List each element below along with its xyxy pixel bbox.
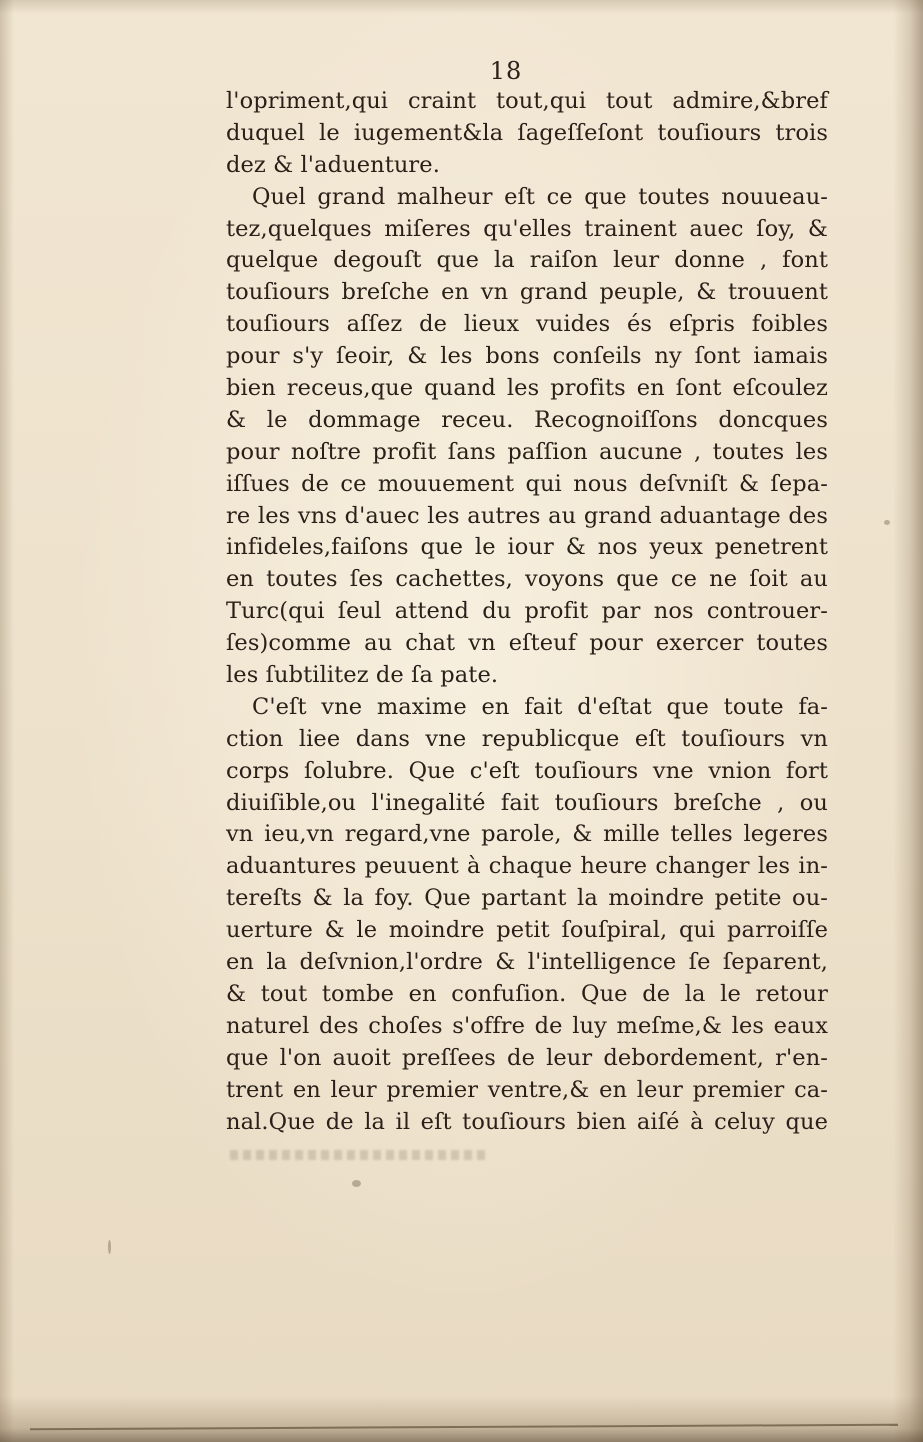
text-line: l'opriment,qui craint tout,qui tout admire,&bref bbox=[226, 88, 828, 114]
text-line: pour s'y ſeoir, & les bons conſeils ny ſont iamais bbox=[226, 343, 828, 370]
text-line: bien receus,que quand les profits en ſont eſcoulez bbox=[226, 375, 828, 402]
text-line: tez,quelques miſeres qu'elles trainent auec ſoy, & bbox=[226, 215, 828, 242]
body-text bbox=[226, 86, 828, 1138]
text-line: & tout tombe en confuſion. Que de la le retour bbox=[226, 980, 828, 1007]
ink-bleed-through bbox=[230, 1150, 490, 1160]
paper-speck bbox=[352, 1180, 361, 1187]
page-number: 18 bbox=[489, 57, 523, 85]
text-line: ction liee dans vne republicque eſt touſiours vn bbox=[226, 725, 828, 752]
text-line: infideles,faiſons que le iour & nos yeux penetrent bbox=[226, 534, 828, 561]
text-line: duquel le iugement&la ſageſſeſont touſiours trois bbox=[226, 119, 828, 146]
paper-speck bbox=[884, 520, 890, 525]
text-line: dez & l'aduenture. bbox=[226, 151, 440, 178]
text-line: aduantures peuuent à chaque heure changer les in- bbox=[226, 853, 828, 880]
text-line: tereſts & la foy. Que partant la moindre petite ou- bbox=[226, 885, 828, 912]
text-line: en toutes ſes cachettes, voyons que ce ne ſoit au bbox=[226, 566, 828, 593]
text-line: C'eſt vne maxime en fait d'eſtat que toute fa- bbox=[252, 693, 828, 720]
text-line: que l'on auoit preſſees de leur debordement, r'en- bbox=[226, 1044, 828, 1071]
text-line: trent en leur premier ventre,& en leur premier ca- bbox=[226, 1076, 828, 1103]
text-line: les ſubtilitez de ſa pate. bbox=[226, 662, 499, 689]
text-line: naturel des choſes s'offre de luy meſme,& les eaux bbox=[226, 1012, 828, 1039]
page-top-shadow bbox=[0, 0, 923, 14]
text-line: touſiours aſſez de lieux vuides és eſpris foibles bbox=[226, 311, 828, 338]
text-line: ſes)comme au chat vn eſteuf pour exercer toutes bbox=[226, 630, 828, 657]
text-line: vn ieu,vn regard,vne parole, & mille telles legeres bbox=[226, 821, 828, 848]
text-line: diuiſible,ou l'inegalité fait touſiours breſche , ou bbox=[226, 789, 828, 816]
text-line: nal.Que de la il eſt touſiours bien aiſé à celuy que bbox=[226, 1108, 828, 1135]
text-line: iſſues de ce mouuement qui nous deſvniſt & ſepa- bbox=[226, 470, 828, 497]
text-line: pour noſtre profit ſans paſſion aucune , toutes les bbox=[226, 438, 828, 465]
text-line: quelque degouſt que la raiſon leur donne , font bbox=[226, 247, 828, 274]
text-line: en la deſvnion,l'ordre & l'intelligence ſe ſeparent, bbox=[226, 949, 828, 976]
text-line: Quel grand malheur eſt ce que toutes nouueau- bbox=[252, 183, 828, 210]
page-bottom-shadow bbox=[0, 1396, 923, 1442]
text-line: re les vns d'auec les autres au grand aduantage des bbox=[226, 502, 828, 529]
page-left-shadow bbox=[0, 0, 14, 1442]
text-line: uerture & le moindre petit ſouſpiral, qui parroiſſe bbox=[226, 917, 828, 944]
text-line: & le dommage receu. Recognoiſſons doncques bbox=[226, 406, 828, 433]
text-line: Turc(qui ſeul attend du profit par nos controuer- bbox=[226, 598, 828, 625]
text-line: corps ſolubre. Que c'eſt touſiours vne vnion fort bbox=[226, 757, 828, 784]
page-right-shadow bbox=[893, 0, 923, 1442]
paper-speck bbox=[108, 1240, 111, 1254]
text-line: touſiours breſche en vn grand peuple, & trouuent bbox=[226, 279, 828, 306]
